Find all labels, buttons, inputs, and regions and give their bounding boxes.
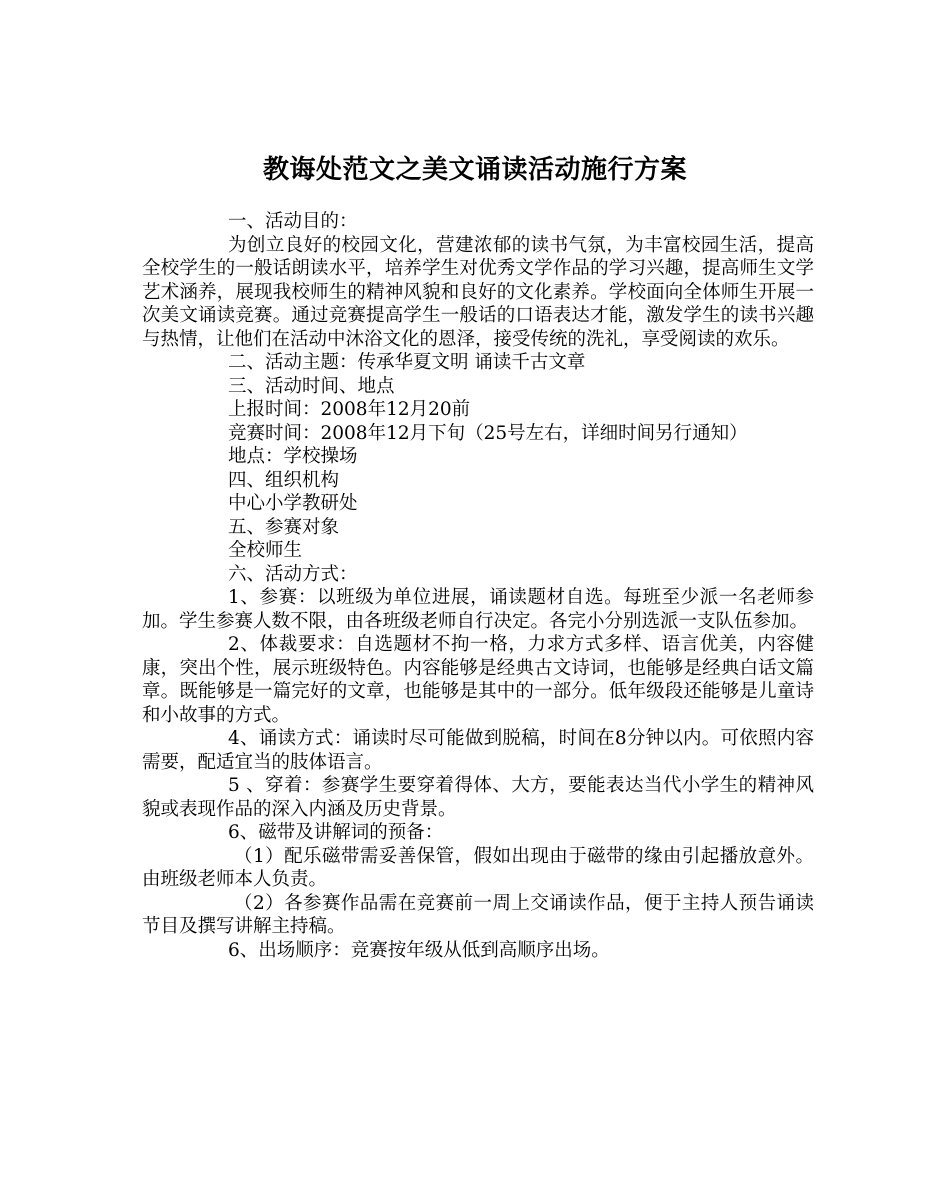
paragraph-contest-time: 竞赛时间：2008年12月下旬（25号左右，详细时间另行通知） <box>228 422 748 444</box>
paragraph-location: 地点：学校操场 <box>228 446 358 467</box>
paragraph-method-order: 6、出场顺序：竞赛按年级从低到高顺序出场。 <box>228 939 610 961</box>
section-heading-organization: 四、组织机构 <box>228 469 340 491</box>
section-heading-theme: 二、活动主题：传承华夏文明 诵读千古文章 <box>228 352 586 373</box>
section-heading-time-place: 三、活动时间、地点 <box>228 375 395 397</box>
section-heading-participants: 五、参赛对象 <box>228 516 340 538</box>
paragraph-tapes-item-2: （2）各参赛作品需在竞赛前一周上交诵读作品，便于主持人预告诵读节目及撰写讲解主持稿。 <box>142 892 814 937</box>
section-heading-method: 六、活动方式： <box>228 563 358 585</box>
paragraph-report-time: 上报时间：2008年12月20前 <box>228 399 471 420</box>
paragraph-purpose: 为创立良好的校园文化，营建浓郁的读书气氛，为丰富校园生活，提高全校学生的一般话朗读水平，培养学生对优秀文学作品的学习兴趣，提高师生文学艺术涵养，展现我校师生的精神风貌和良好的文化素养。学校面向全体师生开展一次美文诵读竞赛。通过竞赛提高学生一般话的口语表达才能，激发学生的读书兴趣与热情，让他们在活动中沐浴文化的恩泽，接受传统的洗礼，享受阅读的欢乐。 <box>142 234 814 350</box>
paragraph-tapes-item-1: （1）配乐磁带需妥善保管，假如出现由于磁带的缘由引起播放意外。由班级老师本人负责。 <box>142 845 814 890</box>
paragraph-method-genre: 2、体裁要求：自选题材不拘一格，力求方式多样、语言优美，内容健康，突出个性，展示班级特色。内容能够是经典古文诗词，也能够是经典白话文篇章。既能够是一篇完好的文章，也能够是其中的一部分。低年级段还能够是儿童诗和小故事的方式。 <box>142 634 814 726</box>
paragraph-organization: 中心小学教研处 <box>228 493 358 514</box>
paragraph-method-tapes: 6、磁带及讲解词的预备： <box>228 822 444 843</box>
paragraph-method-entry: 1、参赛：以班级为单位进展，诵读题材自选。每班至少派一名老师参加。学生参赛人数不限，由各班级老师自行决定。各完小分别选派一支队伍参加。 <box>142 587 814 632</box>
document-body <box>142 210 814 962</box>
paragraph-participants: 全校师生 <box>228 540 303 561</box>
paragraph-method-dress: 5 、穿着：参赛学生要穿着得体、大方，要能表达当代小学生的精神风貌或表现作品的深入内涵及历史背景。 <box>142 775 814 820</box>
section-heading-purpose: 一、活动目的： <box>228 211 358 232</box>
paragraph-method-recitation: 4、诵读方式：诵读时尽可能做到脱稿，时间在8分钟以内。可依照内容需要，配适宜当的肢体语言。 <box>142 728 814 773</box>
document-title: 教诲处范文之美文诵读活动施行方案 <box>262 155 687 186</box>
